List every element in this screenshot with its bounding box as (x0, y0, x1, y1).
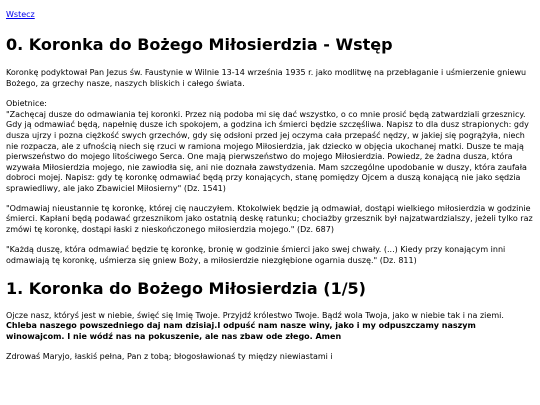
section-title-intro: 0. Koronka do Bożego Miłosierdzia - Wstęp (6, 35, 393, 54)
promise-quote-687: "Odmawiaj nieustannie tę koronkę, której cię nauczyłem. Ktokolwiek będzie ją odmawiał, dostąpi wielkiego miłosierdzia w godzinie śmierci. Kapłani będą podawać grzesznikom jako ostatnią deskę ratunku; chociażby grzesznik był najzatwardzialszy, jeżeli tylko raz zmówi tę koronkę, dostąpi łaski z nieskończonego miłosierdzia mojego." (Dz. 687) (6, 203, 533, 234)
promise-quote-1541: "Zachęcaj dusze do odmawiania tej koronki. Przez nią podoba mi się dać wszystko, o co mnie prosić będą zatwardziali grzesznicy. Gdy ją odmawiać będą, napełnię dusze ich spokojem, a godzina ich śmierci będzie szczęśliwa. Napisz to dla dusz strapionych: gdy dusza ujrzy i pozna ciężkość swych grzechów, gdy się odsłoni przed jej oczyma cała przepaść nędzy, w jakiej się pogrążyła, niech nie rozpacza, ale z ufnością niech się rzuci w ramiona mojego Miłosierdzia, jak dziecko w objęcia ukochanej matki. Dusze te mają pierwszeństwo do mojego litościwego Serca. One mają pierwszeństwo do mojego Miłosierdzia. Powiedz, że żadna dusza, która wzywała Miłosierdzia mojego, nie zawiodła się, ani nie doznała zawstydzenia. Mam szczególne upodobanie w duszy, która zaufała dobroci mojej. Napisz: gdy tę koronkę odmawiać będą przy konających, stanę pomiędzy Ojcem a duszą konającą nie jako sędzia sprawiedliwy, ale jako Zbawiciel Miłosierny" (Dz. 1541) (6, 109, 529, 193)
our-father-prayer (6, 311, 534, 343)
back-link[interactable]: Wstecz (6, 10, 35, 19)
hail-mary-prayer: Zdrowaś Maryjo, łaskiś pełna, Pan z tobą; błogosławionaś ty między niewiastami i (6, 352, 333, 362)
prayer-bold-text: Chleba naszego powszedniego daj nam dzisiaj.I odpuść nam nasze winy, jako i my odpuszczamy naszym winowajcom. I nie wódź nas na pokuszenie, ale nas zbaw ode złego. Amen (6, 321, 476, 341)
promises-label: Obietnice: (6, 99, 47, 109)
intro-paragraph: Koronkę podyktował Pan Jezus św. Faustynie w Wilnie 13-14 września 1935 r. jako modlitwę na przebłaganie i uśmierzenie gniewu Bożego, za grzechy nasze, naszych bliskich i całego świata. (6, 68, 527, 88)
promises-block (6, 99, 534, 194)
promise-quote-811: "Każdą duszę, która odmawiać będzie tę koronkę, bronię w godzinie śmierci jako swej chwały. (...) Kiedy przy konającym inni odmawiają tę koronkę, uśmierza się gniew Boży, a miłosierdzie niezgłębione ogarnia duszę." (Dz. 811) (6, 245, 506, 265)
section-title-chaplet: 1. Koronka do Bożego Miłosierdzia (1/5) (6, 278, 366, 298)
prayer-plain-text: Ojcze nasz, któryś jest w niebie, święć się Imię Twoje. Przyjdź królestwo Twoje. Bądź wola Twoja, jako w niebie tak i na ziemi. (6, 310, 504, 320)
